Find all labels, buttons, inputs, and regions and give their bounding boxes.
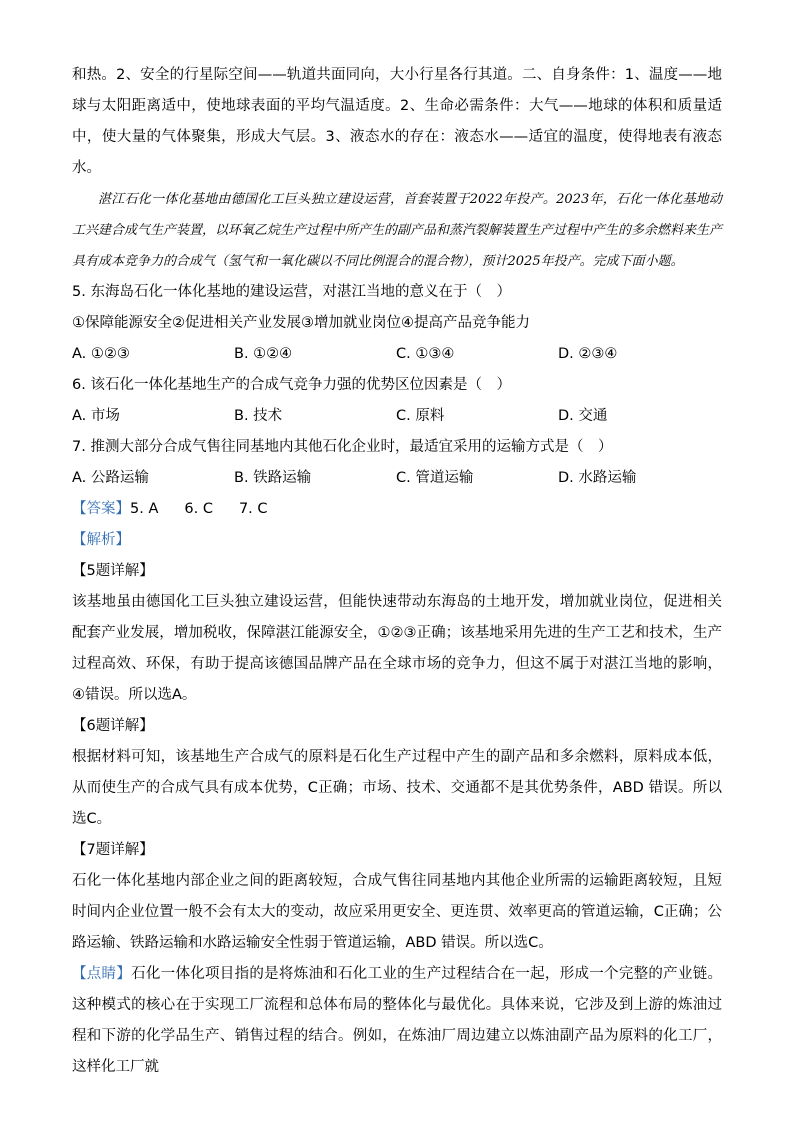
option-c: C. 管道运输 (396, 470, 474, 486)
detail-7-header: 【7题详解】 (72, 842, 154, 858)
material-paragraph: 湛江石化一体化基地由德国化工巨头独立建设运营，首套装置于2022年投产。2023年，石化一体化基地动工兴建合成气生产装置，以环氧乙烷生产过程中所产生的副产品和蒸汽裂解装置生产过程中产生的多余燃料来生产具有成本竞争力的合成气（氢气和一氧化碳以不同比例混合的混合物），预计2025年投产。完成下面小题。 (72, 192, 723, 269)
detail-6-text: 根据材料可知，该基地生产合成气的原料是石化生产过程中产生的副产品和多余燃料，原料成本低，从而使生产的合成气具有成本优势，C正确；市场、技术、交通都不是其优势条件，ABD 错误。所以选C。 (72, 749, 722, 827)
question-7-stem: 7. 推测大部分合成气售往同基地内其他石化企业时，最适宜采用的运输方式是（ ） (72, 439, 613, 455)
answer-7: 7. C (238, 501, 268, 517)
option-b: B. ①②④ (234, 346, 293, 362)
detail-5-text: 该基地虽由德国化工巨头独立建设运营，但能快速带动东海岛的土地开发，增加就业岗位，促进相关配套产业发展，增加税收，保障湛江能源安全，①②③正确；该基地采用先进的生产工艺和技术，生产过程高效、环保，有助于提高该德国品牌产品在全球市场的竞争力，但这不属于对湛江当地的影响，④错误。所以选A。 (72, 594, 722, 703)
question-7-options (72, 463, 722, 494)
question-6-options (72, 401, 722, 432)
option-b: B. 铁路运输 (234, 470, 312, 486)
analysis-label: 【解析】 (72, 532, 130, 548)
note-label: 【点睛】 (72, 966, 132, 982)
option-d: D. ②③④ (558, 346, 618, 362)
intro-paragraph: 和热。2、安全的行星际空间——轨道共面同向，大小行星各行其道。二、自身条件：1、温度——地球与太阳距离适中，使地球表面的平均气温适度。2、生命必需条件：大气——地球的体积和质量适中，使大量的气体聚集，形成大气层。3、液态水的存在：液态水——适宜的温度，使得地表有液态水。 (72, 67, 722, 176)
option-a: A. 市场 (72, 408, 120, 424)
option-a: A. ①②③ (72, 346, 130, 362)
detail-6-header: 【6题详解】 (72, 718, 154, 734)
option-c: C. ①③④ (396, 346, 455, 362)
document-content (72, 60, 722, 1083)
question-5-items: ①保障能源安全②促进相关产业发展③增加就业岗位④提高产品竞争能力 (72, 315, 530, 331)
answer-5: 5. A (130, 501, 159, 517)
option-b: B. 技术 (234, 408, 283, 424)
answer-6: 6. C (184, 501, 213, 517)
note-text: 石化一体化项目指的是将炼油和石化工业的生产过程结合在一起，形成一个完整的产业链。这种模式的核心在于实现工厂流程和总体布局的整体化与最优化。具体来说，它涉及到上游的炼油过程和下游的化学品生产、销售过程的结合。例如，在炼油厂周边建立以炼油副产品为原料的化工厂，这样化工厂就 (72, 966, 723, 1075)
detail-7-text: 石化一体化基地内部企业之间的距离较短，合成气售往同基地内其他企业所需的运输距离较短，且短时间内企业位置一般不会有太大的变动，故应采用更安全、更连贯、效率更高的管道运输，C正确；公路运输、铁路运输和水路运输安全性弱于管道运输，ABD 错误。所以选C。 (72, 873, 722, 951)
note-paragraph (72, 959, 722, 1083)
answer-line (72, 494, 722, 525)
answer-label: 【答案】 (72, 501, 130, 517)
question-5-stem: 5. 东海岛石化一体化基地的建设运营，对湛江当地的意义在于（ ） (72, 284, 511, 300)
option-c: C. 原料 (396, 408, 445, 424)
detail-5-header: 【5题详解】 (72, 563, 154, 579)
option-a: A. 公路运输 (72, 470, 149, 486)
question-5-options (72, 339, 722, 370)
option-d: D. 交通 (558, 408, 608, 424)
option-d: D. 水路运输 (558, 470, 637, 486)
question-6-stem: 6. 该石化一体化基地生产的合成气竞争力强的优势区位因素是（ ） (72, 377, 511, 393)
